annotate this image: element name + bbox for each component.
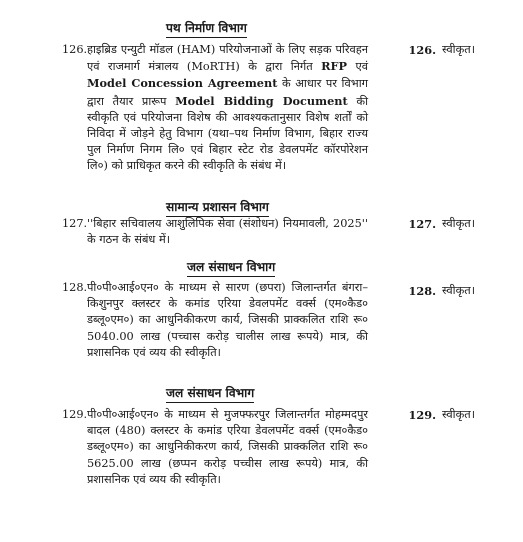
text-run: एवं	[347, 60, 368, 74]
bold-text-run: Model Concession Agreement	[87, 76, 278, 91]
resolution-number: 127.	[408, 217, 436, 231]
resolution-number: 128.	[408, 284, 436, 298]
resolution-status: स्वीकृत।	[442, 43, 475, 56]
text-run: पी०पी०आई०एन० के माध्यम से सारण (छपरा) जिलान्तर्गत बंगरा– किशुनपुर क्लस्टर के कमांड एरिया डेवलपमेंट वर्क्स (एम०कैड० डब्लू०एम०) का आधुनिकीकरण कार्य, जिसकी प्राक्कलित राशि रू० 5040.00 लाख (पच्चास करोड़ चालीस लाख रूपये) मात्र, की प्रशासनिक एवं व्यय की स्वीकृति।	[87, 281, 368, 359]
department-heading: पथ निर्माण विभाग	[166, 20, 247, 38]
text-run: हाइब्रिड एन्युटी मॉडल	[87, 43, 177, 56]
text-run: के द्वारा निर्गत	[239, 60, 322, 74]
bold-text-run: Model Bidding Document	[175, 93, 348, 108]
item-number: 126.	[62, 43, 88, 56]
text-run: के आधार पर विभाग द्वारा तैयार प्रारूप	[87, 77, 368, 108]
text-run: पी०पी०आई०एन० के माध्यम से मुजफ्फरपुर जिलान्तर्गत मोहम्मदपुर बादल (480) क्लस्टर के कमांड एरिया डेवलपमेंट वर्क्स (एम०कैड० डब्लू०एम०) का आधुनिकीकरण कार्य, जिसकी प्राक्कलित राशि रू० 5625.00 लाख (छप्पन करोड़ पच्चीस लाख रूपये) मात्र, की प्रशासनिक एवं व्यय की स्वीकृति।	[87, 408, 368, 486]
resolution-status: स्वीकृत।	[442, 408, 475, 421]
item-number: 128.	[62, 281, 88, 294]
department-heading: जल संसाधन विभाग	[187, 259, 275, 277]
text-run: (MoRTH)	[186, 60, 240, 74]
resolution-status: स्वीकृत।	[442, 284, 475, 297]
item-number: 127.	[62, 217, 88, 230]
resolution-number: 126.	[408, 43, 436, 57]
item-number: 129.	[62, 408, 88, 421]
text-run: की स्वीकृति एवं परियोजना विशेष की आवश्यकतानुसार विशेष शर्तों को निविदा में जोड़ने हेतु विभाग (यथा–पथ निर्माण विभाग, बिहार राज्य पुल निर्माण निगम लि० एवं बिहार स्टेट रोड डेवलपमेंट कॉरपोरेशन लि०) को प्राधिकृत करने की स्वीकृति के संबंध में।	[87, 94, 369, 173]
department-heading: सामान्य प्रशासन विभाग	[166, 199, 269, 217]
item-description	[87, 42, 368, 175]
text-run: ''बिहार सचिवालय आशुलिपिक सेवा (संशोधन) नियमावली, 2025'' के गठन के संबंध में।	[87, 217, 368, 247]
text-run: (HAM)	[176, 43, 216, 56]
resolution-number: 129.	[408, 408, 436, 422]
item-description	[87, 216, 368, 248]
item-description	[87, 407, 368, 488]
resolution-status: स्वीकृत।	[442, 217, 475, 230]
bold-text-run: RFP	[321, 59, 348, 74]
department-heading: जल संसाधन विभाग	[166, 385, 254, 403]
item-description	[87, 280, 368, 361]
text-run: परियोजनाओं के लिए सड़क परिवहन एवं राजमार्ग मंत्रालय	[87, 43, 368, 74]
